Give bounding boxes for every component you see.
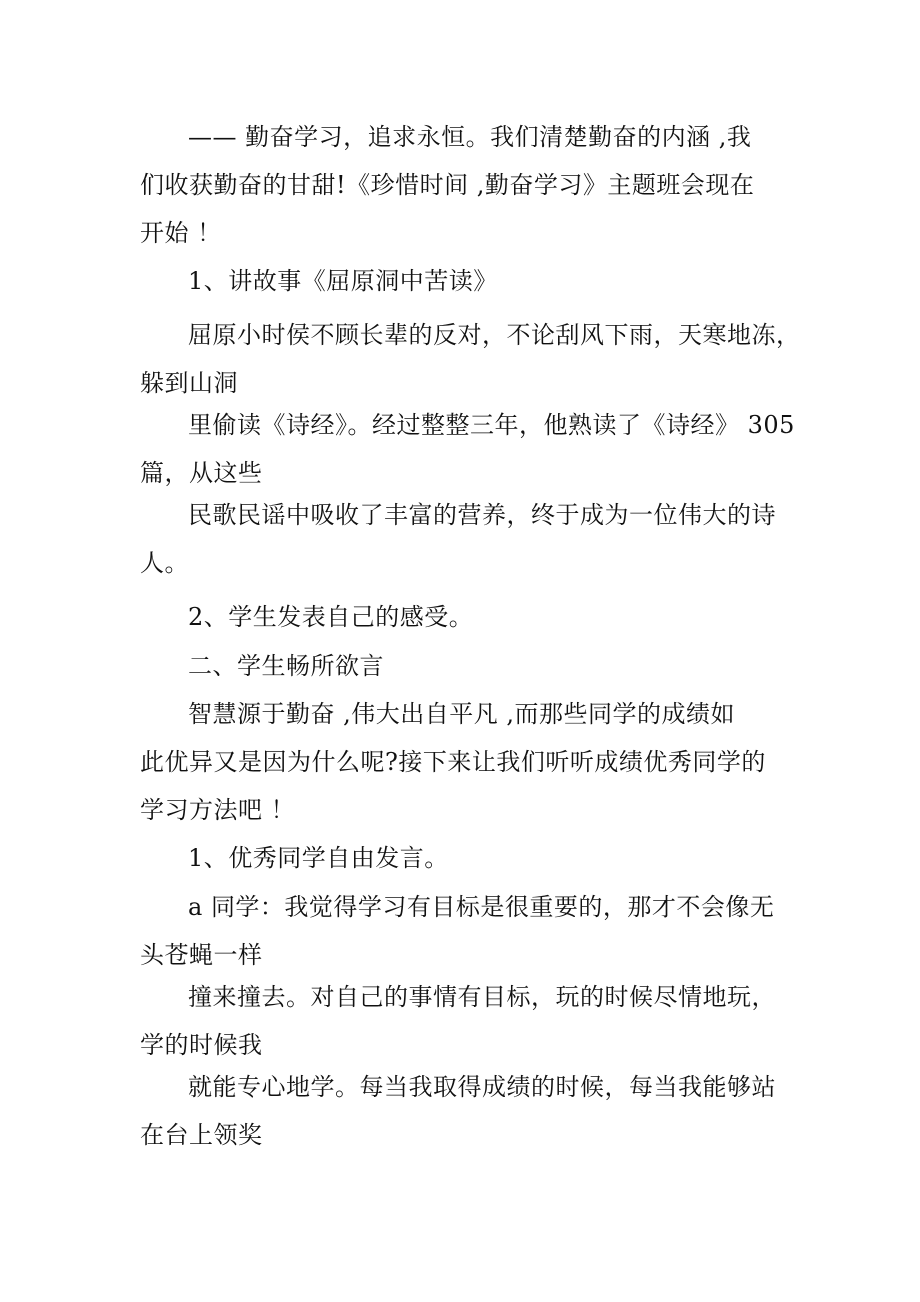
text-line: 人。 [140, 549, 189, 577]
text-line: 们收获勤奋的甘甜!《珍惜时间 ,勤奋学习》主题班会现在 [140, 171, 755, 199]
text-line: 头苍蝇一样 [140, 941, 263, 969]
paragraph-student-a-2 [140, 973, 790, 1069]
paragraph-story-1 [140, 311, 801, 407]
paragraph-intro [140, 113, 790, 257]
paragraph-student-a-1 [140, 883, 790, 979]
text-line: 二、学生畅所欲言 [188, 652, 384, 680]
text-line: 在台上领奖 [140, 1121, 263, 1149]
text-line: 学习方法吧 ！ [140, 796, 296, 824]
text-line: 1、优秀同学自由发言。 [188, 844, 449, 872]
paragraph-story-2 [140, 401, 795, 497]
paragraph-feelings [140, 593, 790, 641]
text-line: 民歌民谣中吸收了丰富的营养，终于成为一位伟大的诗 [188, 501, 776, 529]
section-heading-2 [140, 642, 790, 690]
text-line: —— 勤奋学习，追求永恒。我们清楚勤奋的内涵 ,我 [188, 123, 752, 151]
text-line: 屈原小时侯不顾长辈的反对，不论刮风下雨，天寒地冻， [188, 321, 801, 349]
text-line: 就能专心地学。每当我取得成绩的时候，每当我能够站 [188, 1073, 776, 1101]
text-line: 里偷读《诗经》。经过整整三年，他熟读了《诗经》 305 [188, 411, 795, 439]
paragraph-free-speech [140, 834, 790, 882]
paragraph-story-heading [140, 257, 790, 305]
text-line: 1、讲故事《屈原洞中苦读》 [188, 267, 498, 295]
text-line: 开始 ！ [140, 219, 222, 247]
text-line: 躲到山洞 [140, 369, 238, 397]
text-line: 撞来撞去。对自己的事情有目标，玩的时候尽情地玩， [188, 983, 776, 1011]
text-line: 学的时候我 [140, 1031, 263, 1059]
text-line: 篇，从这些 [140, 459, 263, 487]
paragraph-story-3 [140, 491, 790, 587]
text-line: 智慧源于勤奋 ,伟大出自平凡 ,而那些同学的成绩如 [188, 700, 736, 728]
paragraph-student-a-3 [140, 1063, 790, 1159]
text-line: a 同学：我觉得学习有目标是很重要的，那才不会像无 [188, 893, 775, 921]
paragraph-wisdom [140, 690, 790, 834]
text-line: 此优异又是因为什么呢?接下来让我们听听成绩优秀同学的 [140, 748, 766, 776]
text-line: 2、学生发表自己的感受。 [188, 603, 474, 631]
